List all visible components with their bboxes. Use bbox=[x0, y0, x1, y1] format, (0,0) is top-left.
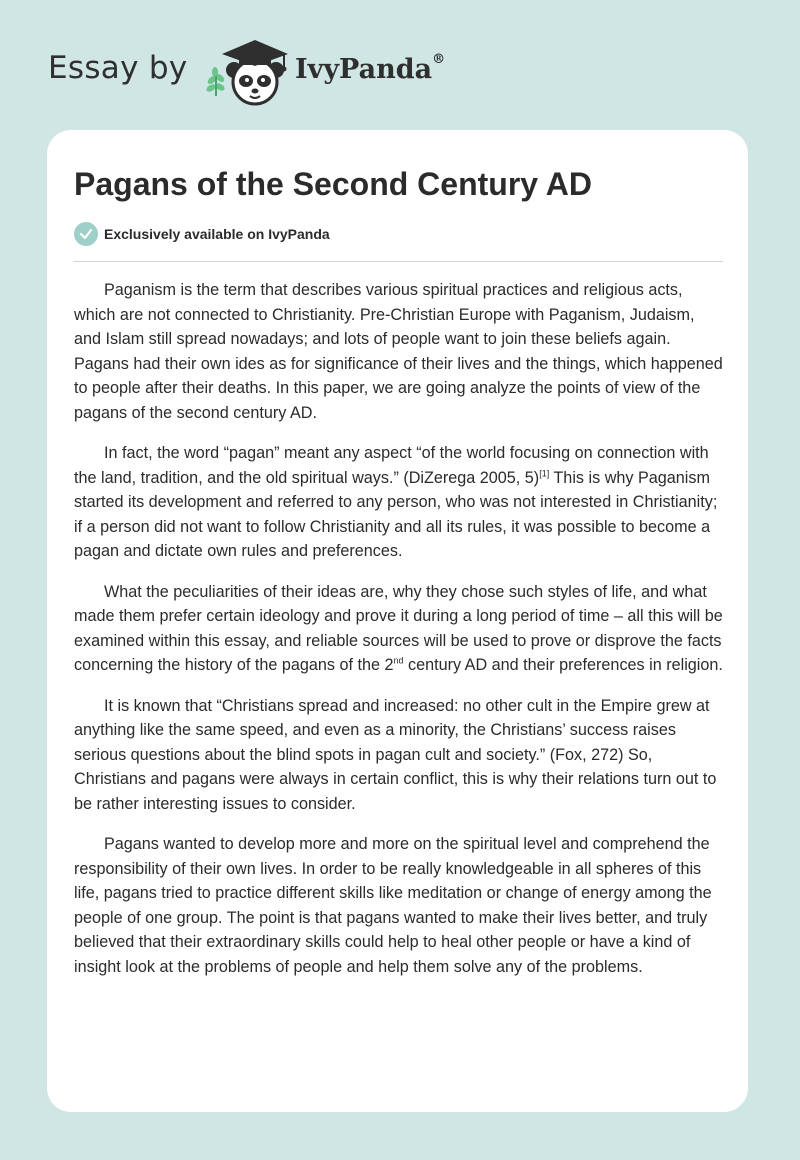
ordinal-suffix: nd bbox=[393, 655, 404, 666]
site-header bbox=[48, 36, 548, 108]
footnote-link[interactable]: [1] bbox=[539, 468, 550, 479]
paragraph: What the peculiarities of their ideas are, why they chose such styles of life, and what made them prefer certain ideology and prove it during a long period of time – all this will be examined within this essay, and reliable sources will be used to prove or disprove the facts concerning the history of the pagans of the 2nd century AD and their preferences in religion. bbox=[74, 582, 723, 674]
page-title: Pagans of the Second Century AD bbox=[74, 166, 592, 202]
essay-card bbox=[47, 130, 748, 1112]
paragraph: Pagans wanted to develop more and more on the spiritual level and comprehend the responsibility of their own lives. In order to be really knowledgeable in all spheres of this life, pagans tried to practice different skills like meditation or change of energy among the people of one group. The point is that pagans wanted to make their lives better, and truly believed that their extraordinary skills could help to heal other people or have a kind of insight look at the problems of people and help them solve any of the problems. bbox=[74, 835, 712, 976]
check-icon bbox=[74, 222, 98, 246]
registered-mark: ® bbox=[432, 52, 446, 67]
essay-by-label: Essay by bbox=[48, 50, 188, 86]
essay-body bbox=[74, 278, 724, 995]
paragraph: It is known that “Christians spread and increased: no other cult in the Empire grew at anything like the same speed, and even as a minority, the Christians’ success raises serious questions about the blind spots in pagan cult and society.” (Fox, 272) So, Christians and pagans were always in certain conflict, this is why their relations turn out to be rather interesting issues to consider. bbox=[74, 696, 717, 813]
brand-name: IvyPanda® bbox=[295, 52, 446, 85]
exclusive-badge-label: Exclusively available on IvyPanda bbox=[104, 226, 330, 242]
panda-graduate-icon bbox=[202, 36, 290, 108]
paragraph: Paganism is the term that describes various spiritual practices and religious acts, which are not connected to Christianity. Pre-Christian Europe with Paganism, Judaism, and Islam still spread nowadays; and lots of people want to join these beliefs again. Pagans had their own ides as for significance of their lives and the things, which happened to people after their deaths. In this paper, we are going analyze the points of view of the pagans of the second century AD. bbox=[74, 281, 723, 422]
exclusive-badge bbox=[74, 221, 330, 247]
divider bbox=[74, 261, 723, 262]
paragraph: In fact, the word “pagan” meant any aspect “of the world focusing on connection with the land, tradition, and the old spiritual ways.” (DiZerega 2005, 5)[1] This is why Paganism started its development and referred to any person, who was not interested in Christianity; if a person did not want to follow Christianity and all its rules, it was possible to become a pagan and dictate own rules and preferences. bbox=[74, 444, 718, 560]
